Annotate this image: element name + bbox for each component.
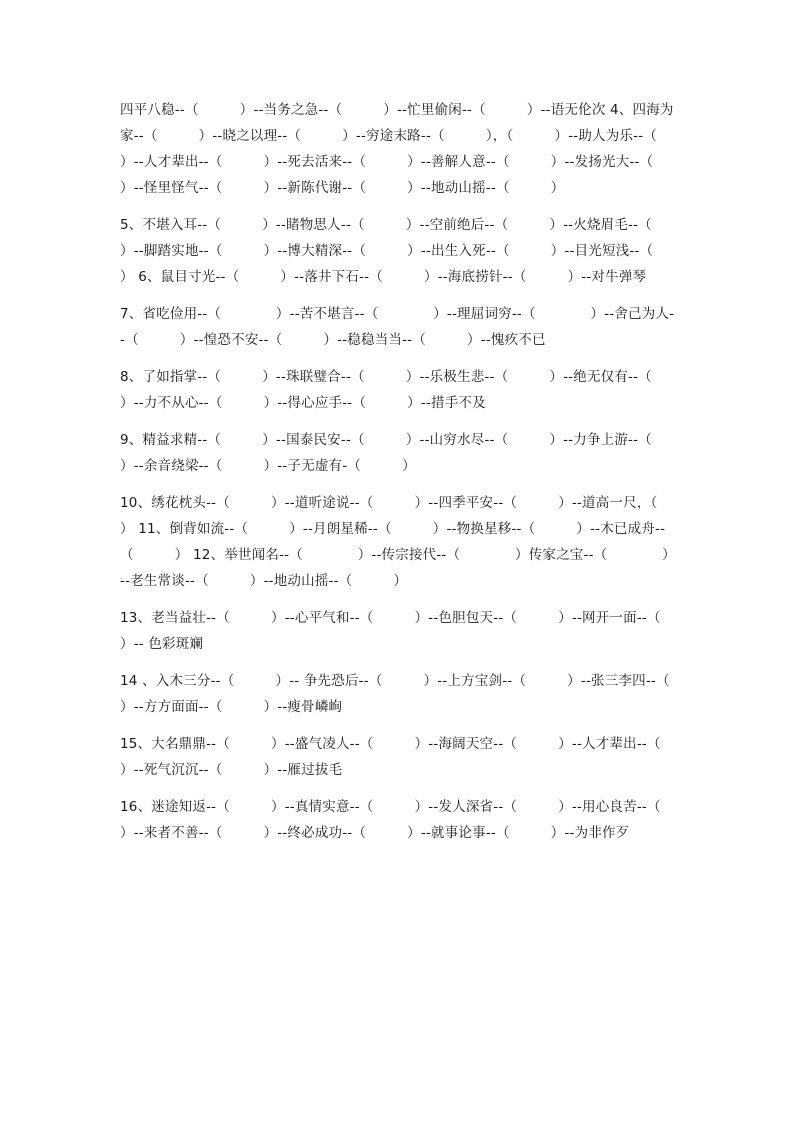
exercise-paragraph-1: 四平八稳--（ ）--当务之急--（ ）--忙里偷闲--（ ）--语无伦次 4、四海为家--（ ）--晓之以理--（ ）--穷途末路--（ ），（ ）--助人为乐--（ ）--人才辈出--（ ）--死去活来--（ ）--善解人意--（ ）--发扬光大--（ ）--怪里怪气--（ ）--新陈代谢--（ ）--地动山摇--（ ） [120, 102, 699, 196]
exercise-paragraph-3: 7、省吃俭用--（ ）--苦不堪言--（ ）--理屈词穷--（ ）--舍己为人--（ ）--惶恐不安--（ ）--稳稳当当--（ ）--愧疚不已 [120, 306, 675, 348]
document-body [120, 97, 711, 857]
exercise-paragraph-4: 8、了如指掌--（ ）--珠联璧合--（ ）--乐极生悲--（ ）--绝无仅有--（ ）--力不从心--（ ）--得心应手--（ ）--措手不及 [120, 369, 693, 411]
exercise-paragraph-2: 5、不堪入耳--（ ）--睹物思人--（ ）--空前绝后--（ ）--火烧眉毛--（ ）--脚踏实地--（ ）--博大精深--（ ）--出生入死--（ ）--目光短浅--（ ） 6、鼠目寸光--（ ）--落井下石--（ ）--海底捞针--（ ）--对牛弹琴 [120, 217, 695, 285]
exercise-paragraph-5: 9、精益求精--（ ）--国泰民安--（ ）--山穷水尽--（ ）--力争上游--（ ）--余音绕梁--（ ）--子无虚有-（ ） [120, 432, 693, 474]
exercise-paragraph-8: 14 、入木三分--（ ）-- 争先恐后--（ ）--上方宝剑--（ ）--张三李四--（ ）--方方面面--（ ）--瘦骨嶙峋 [120, 673, 711, 715]
exercise-paragraph-9: 15、大名鼎鼎--（ ）--盛气凌人--（ ）--海阔天空--（ ）--人才辈出--（ ）--死气沉沉--（ ）--雁过拔毛 [120, 736, 702, 778]
exercise-paragraph-6: 10、绣花枕头--（ ）--道听途说--（ ）--四季平安--（ ）--道高一尺，（ ） 11、倒背如流--（ ）--月朗星稀--（ ）--物换星移--（ ）--木已成舟--（ ） 12、举世闻名--（ ）--传宗接代--（ ）传家之宝--（ ）--老生常谈--（ ）--地动山摇--（ ） [120, 495, 699, 589]
exercise-paragraph-7: 13、老当益壮--（ ）--心平气和--（ ）--色胆包天--（ ）--网开一面--（ ）-- 色彩斑斓 [120, 610, 702, 652]
exercise-paragraph-10: 16、迷途知返--（ ）--真情实意--（ ）--发人深省--（ ）--用心良苦--（ ）--来者不善--（ ）--终必成功--（ ）--就事论事--（ ）--为非作歹 [120, 799, 702, 841]
